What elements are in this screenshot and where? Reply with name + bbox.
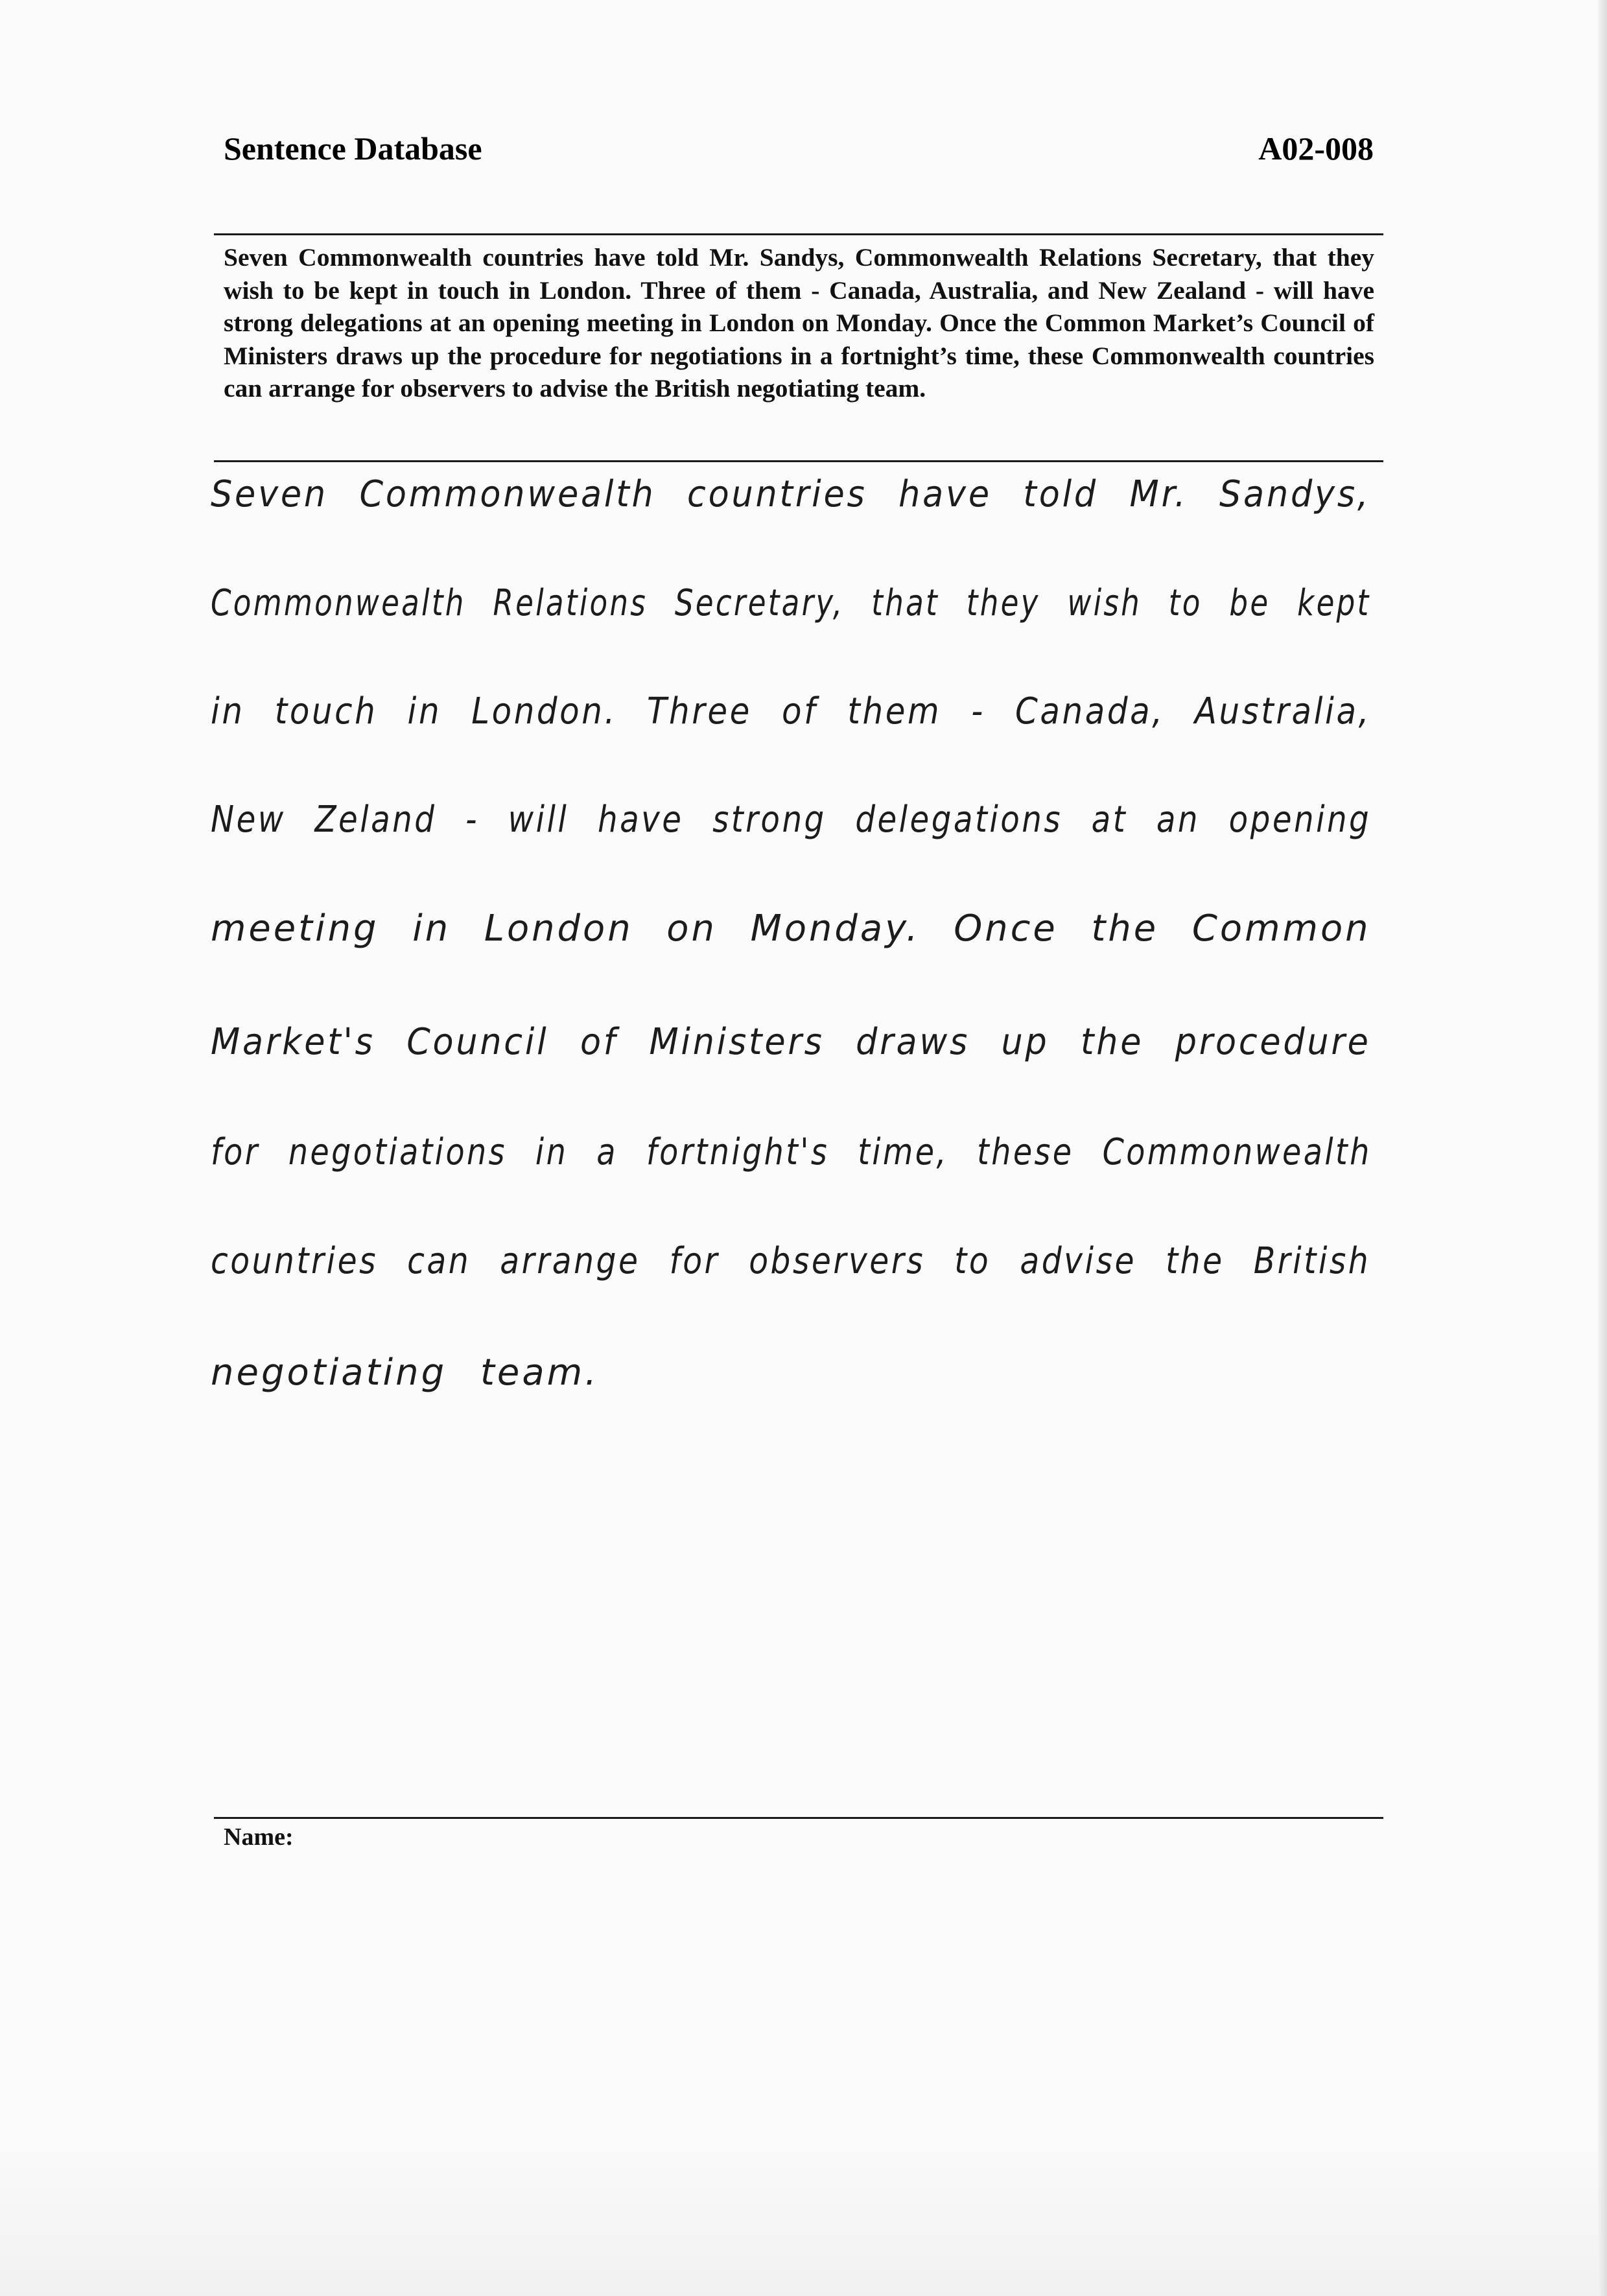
printed-sentence-block: Seven Commonwealth countries have told Mr. Sandys, Commonwealth Relations Secretary, that they wish to be kept in touch in London. Three of them - Canada, Australia, and New Zealand - will have strong delegations at an opening meeting in London on Monday. Once the Common Market’s Council of Ministers draws up the procedure for negotiations in a fortnight’s time, these Commonwealth countries can arrange for observers to advise the British negotiating team. [224, 243, 1374, 403]
handwritten-line: New Zeland - will have strong delegations at an opening [211, 799, 1372, 841]
top-rule [214, 233, 1383, 235]
handwritten-line: Market's Council of Ministers draws up the procedure [211, 1021, 1371, 1063]
handwritten-line: Seven Commonwealth countries have told Mr. Sandys, [211, 473, 1371, 515]
handwritten-line: in touch in London. Three of them - Canada, Australia, [211, 690, 1372, 732]
form-id: A02-008 [1258, 130, 1374, 167]
handwritten-line: for negotiations in a fortnight's time, these Commonwealth [211, 1131, 1372, 1173]
handwritten-line: negotiating team. [211, 1352, 600, 1394]
handwritten-line: countries can arrange for observers to advise the British [211, 1240, 1371, 1282]
handwritten-line: Commonwealth Relations Secretary, that they wish to be kept [211, 582, 1371, 624]
handwritten-line: meeting in London on Monday. Once the Common [211, 908, 1371, 950]
form-title: Sentence Database [224, 130, 482, 167]
bottom-rule [214, 1817, 1383, 1819]
name-label: Name: [224, 1823, 294, 1851]
page-shading [0, 2127, 1607, 2296]
middle-rule [214, 460, 1383, 462]
